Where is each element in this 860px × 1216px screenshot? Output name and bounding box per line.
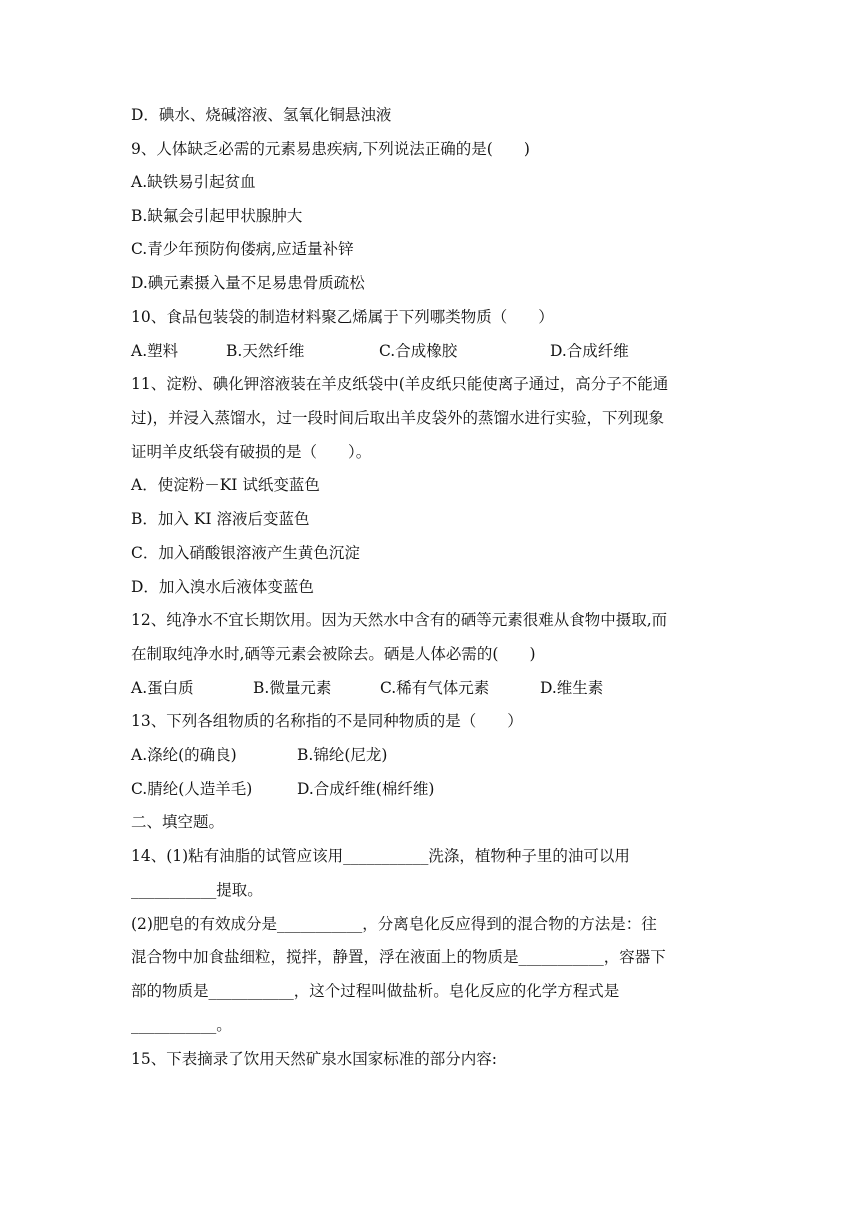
q12-option-c: C.稀有气体元素 xyxy=(380,679,490,697)
question-13: 13、下列各组物质的名称指的不是同种物质的是（ ） xyxy=(131,712,523,730)
question-10: 10、食品包装袋的制造材料聚乙烯属于下列哪类物质（ ） xyxy=(131,308,554,326)
q13-options-row-2 xyxy=(131,778,741,800)
question-11-line-3: 证明羊皮纸袋有破损的是（ ）。 xyxy=(131,443,372,461)
q12-options xyxy=(131,677,741,699)
q12-option-b: B.微量元素 xyxy=(253,679,332,697)
q11-option-c: C．加入硝酸银溶液产生黄色沉淀 xyxy=(131,544,360,562)
question-9: 9、人体缺乏必需的元素易患疾病,下列说法正确的是( ) xyxy=(131,140,530,158)
question-15: 15、下表摘录了饮用天然矿泉水国家标准的部分内容: xyxy=(131,1050,497,1068)
q11-option-b: B．加入 KI 溶液后变蓝色 xyxy=(131,510,310,528)
question-14-line-1: 14、(1)粘有油脂的试管应该用___________洗涤，植物种子里的油可以用 xyxy=(131,847,630,865)
q10-option-a: A.塑料 xyxy=(131,342,179,360)
question-14-line-6: ___________。 xyxy=(131,1016,232,1034)
question-12-line-1: 12、纯净水不宜长期饮用。因为天然水中含有的硒等元素很难从食物中摄取,而 xyxy=(131,611,668,629)
q12-option-a: A.蛋白质 xyxy=(131,679,194,697)
q9-option-b: B.缺氟会引起甲状腺肿大 xyxy=(131,207,303,225)
q9-option-c: C.青少年预防佝偻病,应适量补锌 xyxy=(131,240,354,258)
question-11-line-2: 过)，并浸入蒸馏水，过一段时间后取出羊皮袋外的蒸馏水进行实验，下列现象 xyxy=(131,409,665,427)
q13-option-a: A.涤纶(的确良) xyxy=(131,746,237,764)
question-14-line-5: 部的物质是___________，这个过程叫做盐析。皂化反应的化学方程式是 xyxy=(131,982,620,1000)
question-12-line-2: 在制取纯净水时,硒等元素会被除去。硒是人体必需的( ) xyxy=(131,645,536,663)
q11-option-a: A．使淀粉－KI 试纸变蓝色 xyxy=(131,476,320,494)
q8-option-d: D．碘水、烧碱溶液、氢氧化铜悬浊液 xyxy=(131,106,392,124)
q10-option-c: C.合成橡胶 xyxy=(379,342,458,360)
question-14-line-3: (2)肥皂的有效成分是___________，分离皂化反应得到的混合物的方法是：往 xyxy=(131,915,657,933)
q13-options-row-1 xyxy=(131,744,741,766)
q13-option-d: D.合成纤维(棉纤维) xyxy=(297,780,435,798)
q13-option-b: B.锦纶(尼龙) xyxy=(297,746,388,764)
question-11-line-1: 11、淀粉、碘化钾溶液装在羊皮纸袋中(羊皮纸只能使离子通过，高分子不能通 xyxy=(131,375,669,393)
section-2-heading: 二、填空题。 xyxy=(131,813,225,831)
q12-option-d: D.维生素 xyxy=(540,679,604,697)
question-14-line-4: 混合物中加食盐细粒，搅拌，静置，浮在液面上的物质是___________，容器下 xyxy=(131,948,666,966)
q10-option-d: D.合成纤维 xyxy=(550,342,629,360)
question-14-line-2: ___________提取。 xyxy=(131,881,263,899)
q13-option-c: C.腈纶(人造羊毛) xyxy=(131,780,253,798)
q10-option-b: B.天然纤维 xyxy=(226,342,305,360)
q11-option-d: D．加入溴水后液体变蓝色 xyxy=(131,578,314,596)
q9-option-d: D.碘元素摄入量不足易患骨质疏松 xyxy=(131,274,365,292)
q9-option-a: A.缺铁易引起贫血 xyxy=(131,173,256,191)
q10-options xyxy=(131,340,741,362)
